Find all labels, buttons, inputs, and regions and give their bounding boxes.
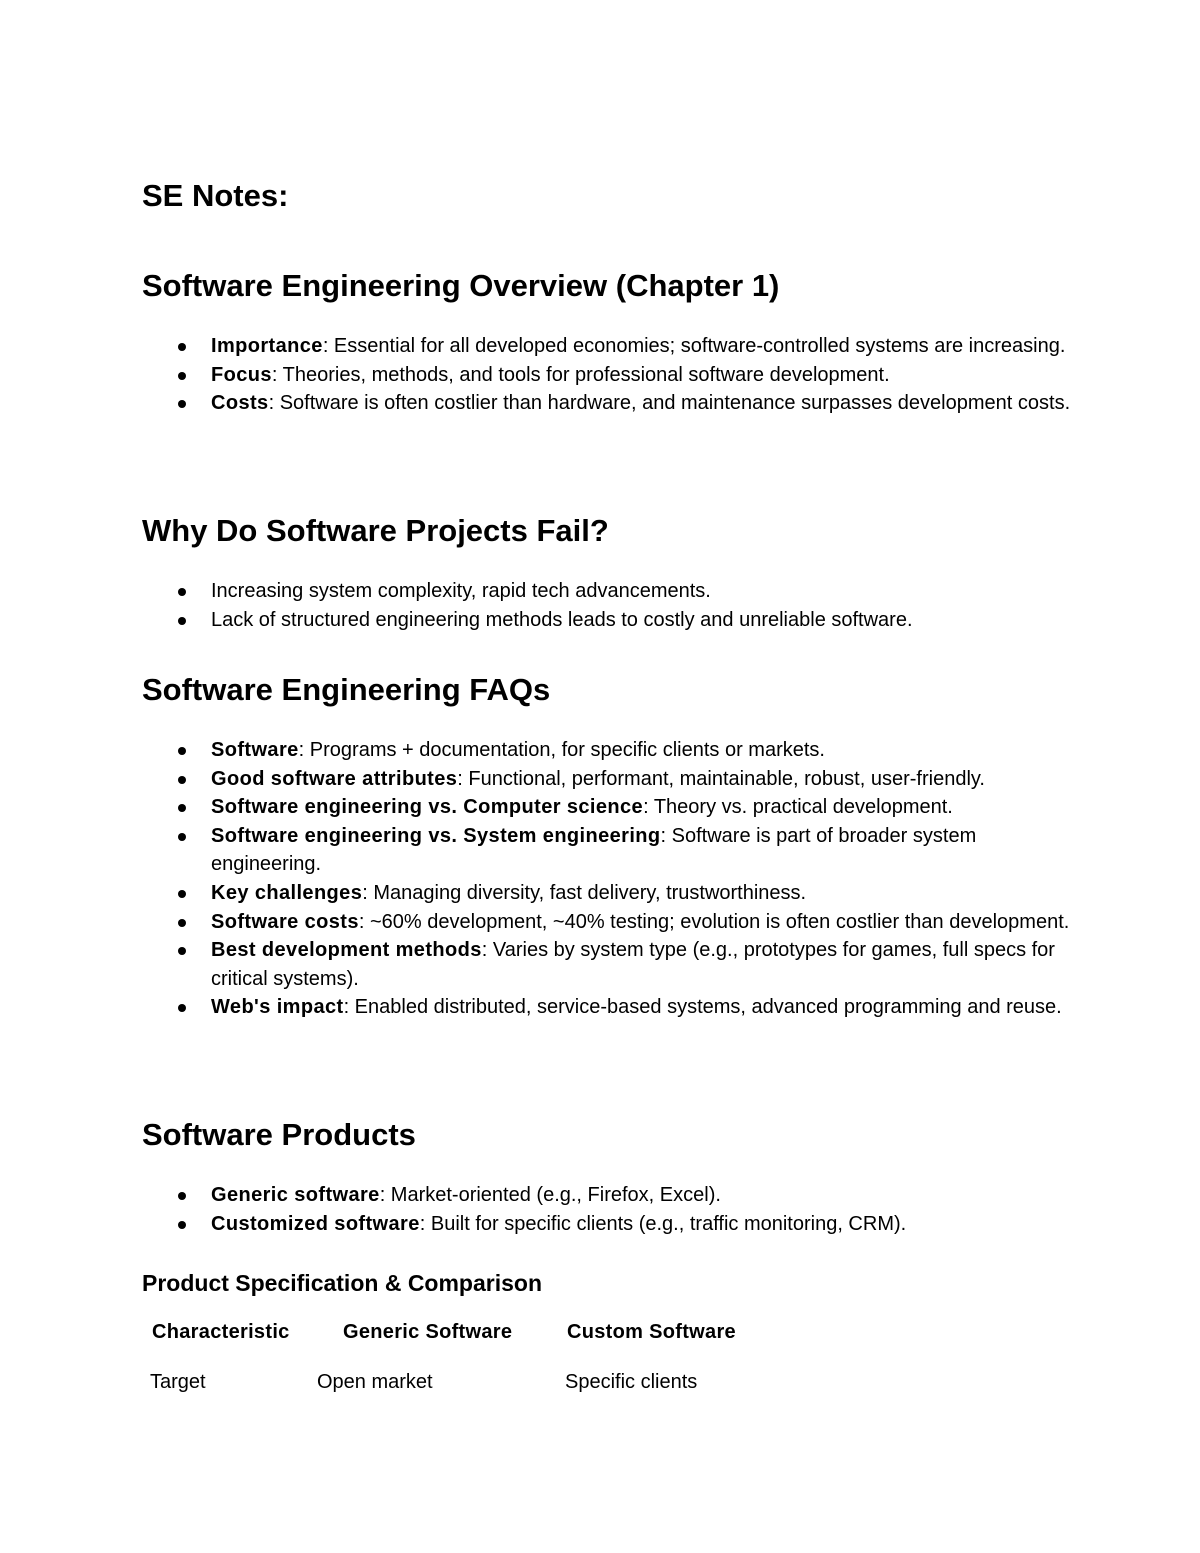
item-text: : Software is part of broader system engineering. <box>211 824 977 876</box>
list-item <box>142 936 1072 993</box>
bullet-icon <box>178 747 186 755</box>
table-cell: Target <box>150 1371 206 1393</box>
item-text: Lack of structured engineering methods leads to costly and unreliable software. <box>211 608 913 631</box>
document-title: SE Notes: <box>142 178 289 213</box>
bullet-icon <box>178 776 186 784</box>
bullet-icon <box>178 1221 186 1229</box>
list-item <box>142 993 1072 1022</box>
faqs-list <box>142 736 1072 1022</box>
item-text: : Theories, methods, and tools for professional software development. <box>271 363 890 386</box>
item-text: : Enabled distributed, service-based systems, advanced programming and reuse. <box>343 996 1062 1019</box>
item-text: : Theory vs. practical development. <box>643 796 953 819</box>
item-term: Customized software <box>211 1212 420 1235</box>
item-text: : Essential for all developed economies; software-controlled systems are increasing. <box>322 335 1066 357</box>
item-term: Focus <box>211 363 272 386</box>
list-item <box>142 577 1072 606</box>
item-text: : Programs + documentation, for specific clients or markets. <box>298 739 825 761</box>
list-item <box>142 389 1072 418</box>
bullet-icon <box>178 1004 186 1012</box>
item-term: Costs <box>211 392 269 415</box>
item-term: Software engineering vs. Computer science <box>211 796 644 819</box>
item-text: : Market-oriented (e.g., Firefox, Excel). <box>379 1184 721 1206</box>
list-item <box>142 361 1072 390</box>
bullet-icon <box>178 372 186 380</box>
list-item <box>142 822 1072 879</box>
bullet-icon <box>178 833 186 841</box>
item-text: : Functional, performant, maintainable, robust, user-friendly. <box>457 767 985 790</box>
item-text: : Built for specific clients (e.g., traffic monitoring, CRM). <box>419 1212 907 1235</box>
section-heading-overview: Software Engineering Overview (Chapter 1) <box>142 268 780 303</box>
item-term: Generic software <box>211 1184 380 1206</box>
bullet-icon <box>178 919 186 927</box>
item-text: : Software is often costlier than hardware, and maintenance surpasses development costs. <box>268 392 1071 415</box>
table-cell: Specific clients <box>565 1371 698 1393</box>
item-term: Software <box>211 739 299 761</box>
list-item <box>142 606 1072 635</box>
item-text: : Managing diversity, fast delivery, trustworthiness. <box>362 881 807 904</box>
products-list <box>142 1181 1072 1238</box>
item-text: : ~60% development, ~40% testing; evolution is often costlier than development. <box>358 910 1070 933</box>
why-fail-list <box>142 577 1072 634</box>
item-term: Software costs <box>211 910 359 933</box>
bullet-icon <box>178 617 186 625</box>
item-text: Increasing system complexity, rapid tech advancements. <box>211 580 711 602</box>
bullet-icon <box>178 343 186 351</box>
bullet-icon <box>178 890 186 898</box>
bullet-icon <box>178 588 186 596</box>
list-item <box>142 332 1072 361</box>
item-text: : Varies by system type (e.g., prototypes for games, full specs for critical systems). <box>211 939 1055 990</box>
list-item <box>142 1181 1072 1210</box>
list-item <box>142 879 1072 908</box>
subsection-heading-spec-comparison: Product Specification & Comparison <box>142 1270 542 1296</box>
item-term: Best development methods <box>211 939 482 962</box>
list-item <box>142 908 1072 937</box>
bullet-icon <box>178 400 186 408</box>
list-item <box>142 736 1072 765</box>
item-term: Key challenges <box>211 881 363 904</box>
item-term: Importance <box>211 335 323 357</box>
table-cell: Open market <box>317 1371 433 1393</box>
list-item <box>142 1210 1072 1239</box>
table-header-cell: Characteristic <box>152 1321 290 1343</box>
bullet-icon <box>178 804 186 812</box>
item-term: Good software attributes <box>211 767 458 790</box>
overview-list <box>142 332 1072 418</box>
bullet-icon <box>178 947 186 955</box>
table-header-cell: Generic Software <box>343 1321 513 1343</box>
item-term: Software engineering vs. System engineering <box>211 824 661 847</box>
item-term: Web's impact <box>211 996 344 1019</box>
list-item <box>142 765 1072 794</box>
section-heading-faqs: Software Engineering FAQs <box>142 672 551 707</box>
table-header-cell: Custom Software <box>567 1321 736 1343</box>
list-item <box>142 793 1072 822</box>
section-heading-why-fail: Why Do Software Projects Fail? <box>142 513 609 548</box>
section-heading-products: Software Products <box>142 1117 416 1152</box>
bullet-icon <box>178 1192 186 1200</box>
